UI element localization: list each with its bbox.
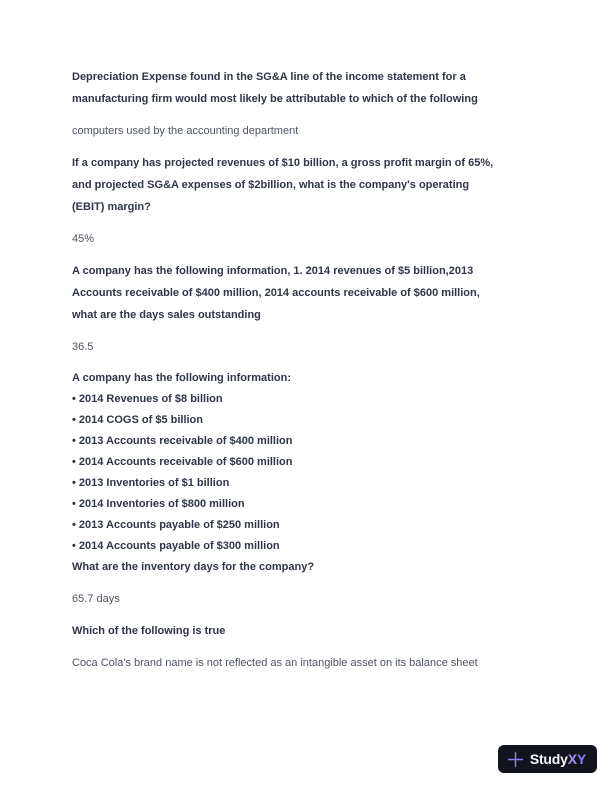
- question-bullet-line: • 2014 Accounts payable of $300 million: [72, 540, 280, 552]
- logo-text-x: X: [567, 751, 577, 767]
- question-line: If a company has projected revenues of $10 billion, a gross profit margin of 65%,: [72, 157, 494, 169]
- question-bullet-line: • 2014 Accounts receivable of $600 million: [72, 456, 293, 468]
- question-bullet-line: • 2014 Revenues of $8 billion: [72, 393, 223, 405]
- question-line: what are the days sales outstanding: [72, 309, 261, 321]
- logo-text-study: Study: [529, 751, 568, 767]
- studyxy-logo: [498, 745, 597, 773]
- logo-text-y: Y: [576, 751, 586, 767]
- question-bullet-line: • 2014 Inventories of $800 million: [72, 498, 245, 510]
- question-block: [72, 368, 540, 578]
- question-bullet-line: • 2014 COGS of $5 billion: [72, 414, 203, 426]
- answer-text: 65.7 days: [72, 593, 120, 605]
- question-line: What are the inventory days for the company?: [72, 561, 315, 573]
- question-line: manufacturing firm would most likely be attributable to which of the following: [72, 93, 478, 105]
- question-block: [72, 260, 540, 326]
- question-line: Which of the following is true: [72, 625, 226, 637]
- question-line: Depreciation Expense found in the SG&A line of the income statement for a: [72, 71, 466, 83]
- qa-item: [72, 66, 540, 142]
- qa-item: [72, 368, 540, 610]
- question-line: (EBIT) margin?: [72, 201, 151, 213]
- answer-text: Coca Cola's brand name is not reflected as an intangible asset on its balance sheet: [72, 657, 478, 669]
- qa-item: [72, 620, 540, 674]
- plus-icon: [507, 751, 524, 768]
- page-content: [72, 66, 540, 684]
- question-bullet-line: • 2013 Inventories of $1 billion: [72, 477, 230, 489]
- question-block: [72, 152, 540, 218]
- qa-item: [72, 260, 540, 358]
- question-line: A company has the following information, 1. 2014 revenues of $5 billion,2013: [72, 265, 474, 277]
- question-block: [72, 620, 540, 642]
- qa-item: [72, 152, 540, 250]
- question-line: A company has the following information:: [72, 372, 291, 384]
- question-line: and projected SG&A expenses of $2billion, what is the company's operating: [72, 179, 470, 191]
- answer-text: 36.5: [72, 341, 94, 353]
- question-line: Accounts receivable of $400 million, 2014 accounts receivable of $600 million,: [72, 287, 480, 299]
- answer-text: 45%: [72, 233, 95, 245]
- question-bullet-line: • 2013 Accounts receivable of $400 million: [72, 435, 293, 447]
- logo-wordmark: [530, 751, 586, 767]
- question-bullet-line: • 2013 Accounts payable of $250 million: [72, 519, 280, 531]
- answer-text: computers used by the accounting department: [72, 125, 299, 137]
- question-block: [72, 66, 540, 110]
